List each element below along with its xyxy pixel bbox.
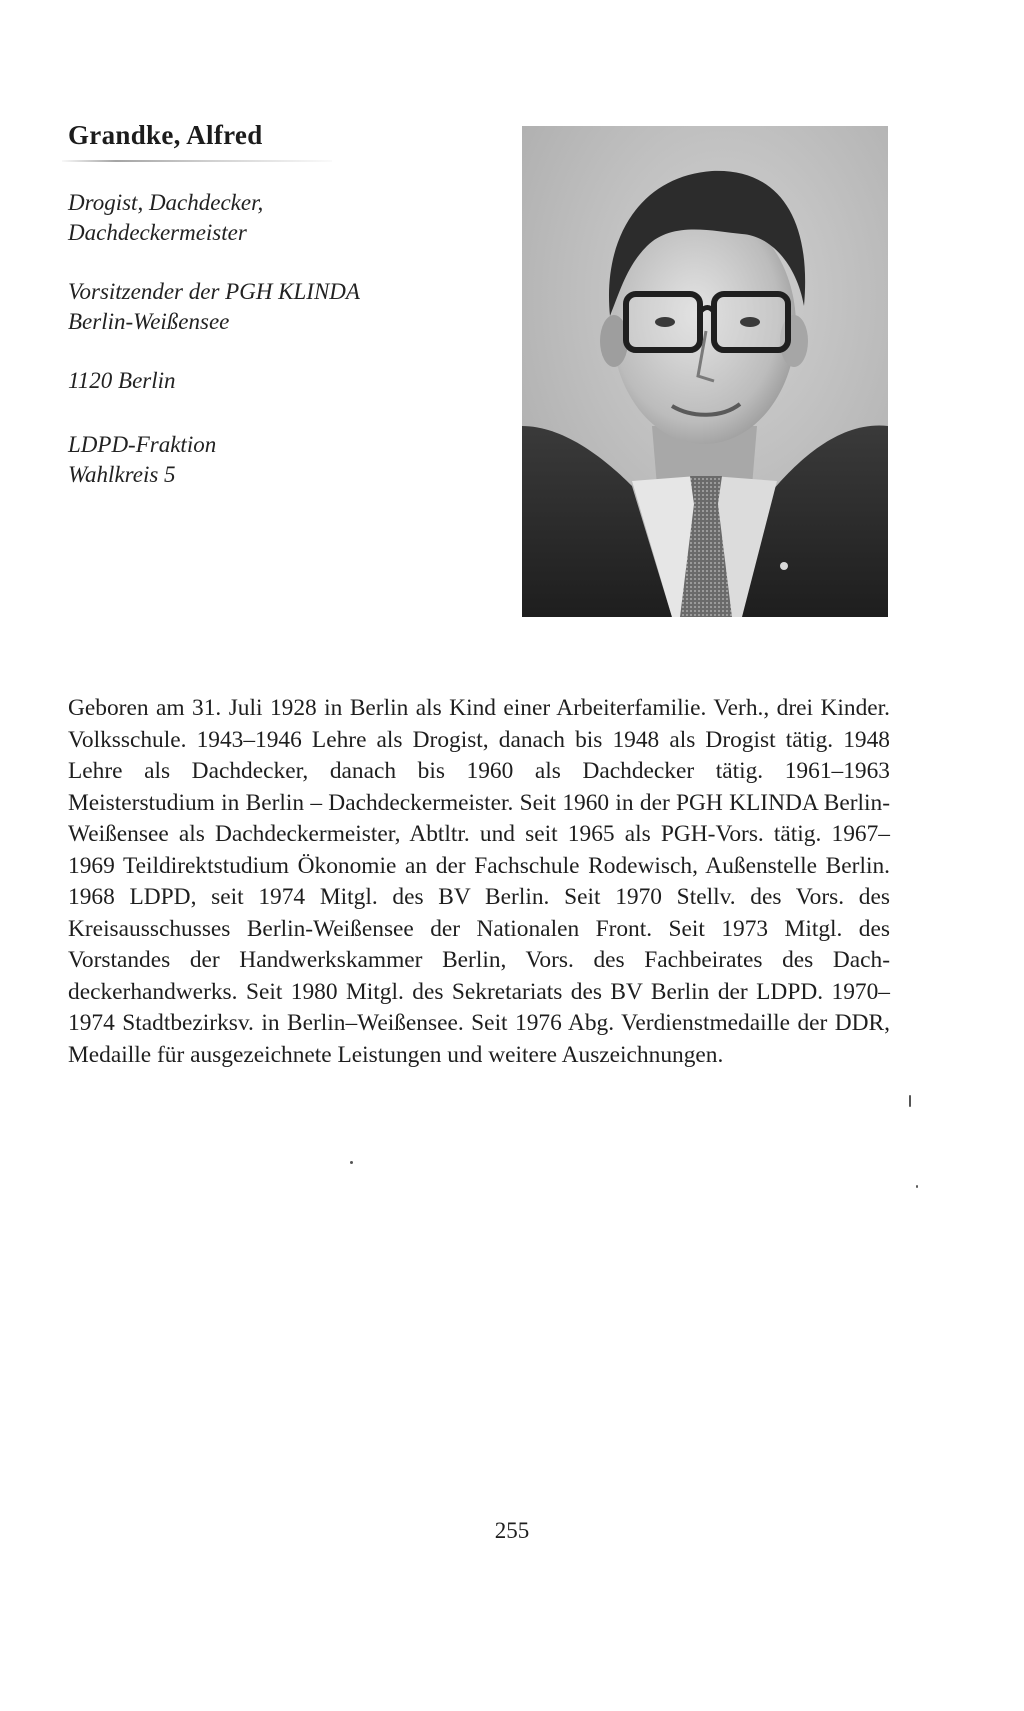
faction-line: LDPD-Fraktion [68,432,217,457]
position-line: Vorsitzender der PGH KLINDA [68,279,360,304]
city [68,366,176,396]
position [68,277,360,337]
print-speck [916,1185,918,1188]
portrait-illustration [522,126,888,617]
biography-paragraph: Geboren am 31. Juli 1928 in Berlin als Kind einer Arbeiterfamilie. Verh., drei Kinder. Volksschule. 1943–1946 Lehre als Drogist, danach bis 1948 als Drogist tätig. 1948 Lehre als Dachdecker, danach bis 1960 als Dachdecker tätig. 1961–1963 Meisterstudium in Berlin – Dachdeckermeister. Seit 1960 in der PGH KLINDA Berlin-Weißensee als Dachdeckermeister, Abtltr. und seit 1965 als PGH-Vors. tätig. 1967–1969 Teildirektstudium Ökonomie an der Fachschule Rodewisch, Außenstelle Berlin. 1968 LDPD, seit 1974 Mitgl. des BV Berlin. Seit 1970 Stellv. des Vors. des Kreisausschusses Berlin-Weißensee der Nationalen Front. Seit 1973 Mitgl. des Vorstandes der Handwerkskammer Berlin, Vors. des Fachbeirates des Dachdeckerhandwerks. Seit 1980 Mitgl. des Sekretariats des BV Berlin der LDPD. 1970–1974 Stadtbezirksv. in Berlin–Weißensee. Seit 1976 Abg. Verdienstmedaille der DDR, Medaille für ausgezeichnete Leistungen und weitere Auszeichnungen. [68,695,890,1068]
faction [68,430,216,490]
position-line: Berlin-Weißensee [68,309,230,334]
page-number: 255 [494,1518,530,1543]
portrait-photo [522,126,888,617]
print-speck [909,1095,911,1107]
occupation-line: Drogist, Dachdecker, [68,190,264,215]
city-line: 1120 Berlin [68,368,176,393]
occupation [68,188,263,248]
print-speck [350,1161,353,1164]
name-underline [62,160,332,162]
entry-name: Grandke, Alfred [68,120,263,150]
occupation-line: Dachdeckermeister [68,220,247,245]
faction-line: Wahlkreis 5 [68,462,176,487]
